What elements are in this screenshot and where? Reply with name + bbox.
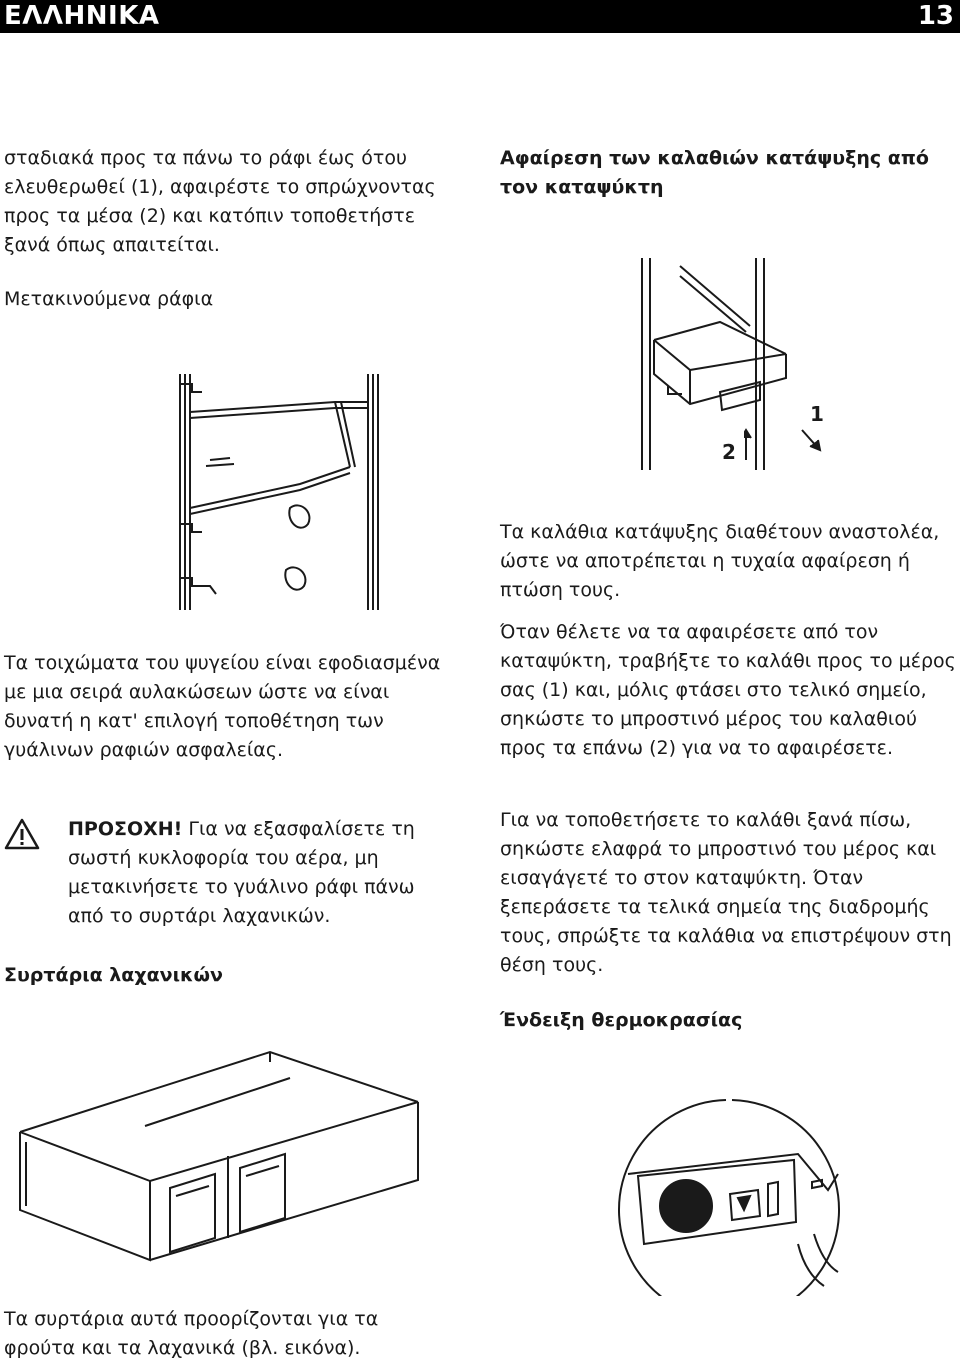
walls-paragraph: Τα τοιχώματα του ψυγείου είναι εφοδιασμένα με μια σειρά αυλακώσεων ώστε να είναι δυνατή η κατ' επιλογή τοποθέτηση των γυάλινων ραφιών ασφαλείας. <box>4 652 441 761</box>
movable-shelves-heading: Μετακινούμενα ράφια <box>4 288 214 310</box>
crisper-paragraph: Τα συρτάρια αυτά προορίζονται για τα φρούτα και τα λαχανικά (βλ. εικόνα). <box>4 1308 379 1359</box>
freezer-basket-illustration <box>630 256 840 472</box>
shelf-illustration <box>150 372 390 612</box>
figure-label-1: 1 <box>810 402 824 426</box>
replace-paragraph: Για να τοποθετήσετε το καλάθι ξανά πίσω, σηκώστε ελαφρά το μπροστινό του μέρος και εισαγάγετέ το στον καταψύκτη. Όταν ξεπεράσετε τα τελικά σημεία της διαδρομής τους, σπρώξτε τα καλάθια να επιστρέψουν στη θέση τους. <box>500 809 952 976</box>
warning-label: ΠΡΟΣΟΧΗ! <box>68 818 183 840</box>
remove-paragraph: Όταν θέλετε να τα αφαιρέσετε από τον καταψύκτη, τραβήξτε το καλάθι προς το μέρος σας (1) και, μόλις φτάσει στο τελικό σημείο, σηκώστε το μπροστινό μέρος του καλαθιού προς τα επάνω (2) για να το αφαιρέσετε. <box>500 621 956 759</box>
language-title: ΕΛΛΗΝΙΚΑ <box>4 1 160 31</box>
figure-label-2: 2 <box>722 440 736 464</box>
crisper-drawers-illustration <box>0 1048 440 1273</box>
warning-text: Για να εξασφαλίσετε τη σωστή κυκλοφορία του αέρα, μη μετακινήσετε το γυάλινο ράφι πάνω από το συρτάρι λαχανικών. <box>68 818 415 927</box>
page-header <box>0 0 960 33</box>
basket-removal-heading: Αφαίρεση των καλαθιών κατάψυξης από τον καταψύκτη <box>500 147 929 198</box>
temperature-indicator-illustration <box>598 1094 866 1296</box>
crisper-heading: Συρτάρια λαχανικών <box>4 964 223 986</box>
warning-paragraph <box>68 815 448 931</box>
stoppers-paragraph: Τα καλάθια κατάψυξης διαθέτουν αναστολέα, ώστε να αποτρέπεται η τυχαία αφαίρεση ή πτώση τους. <box>500 521 940 601</box>
page-number: 13 <box>917 1 954 31</box>
warning-triangle-icon <box>4 818 40 850</box>
intro-paragraph: σταδιακά προς τα πάνω το ράφι έως ότου ελευθερωθεί (1), αφαιρέστε το σπρώχνοντας προς τα μέσα (2) και κατόπιν τοποθετήστε ξανά όπως απαιτείται. <box>4 147 436 256</box>
temperature-heading: Ένδειξη θερμοκρασίας <box>500 1009 743 1031</box>
